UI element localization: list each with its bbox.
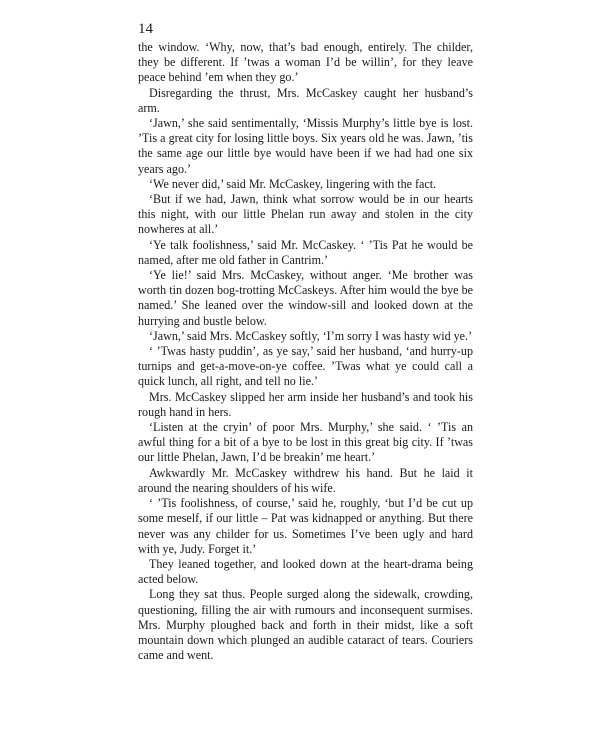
paragraph: ‘But if we had, Jawn, think what sorrow would be in our hearts this night, with our little Phelan run away and stolen in the city nowheres at all.’ bbox=[138, 192, 473, 237]
paragraph: ‘Jawn,’ she said sentimentally, ‘Missis Murphy’s little bye is lost. ’Tis a great city for losing little boys. Six years old he was. Jawn, ’tis the same age our little bye would have been if we had had one six years ago.’ bbox=[138, 116, 473, 176]
paragraph: ‘Jawn,’ said Mrs. McCaskey softly, ‘I’m sorry I was hasty wid ye.’ bbox=[149, 328, 473, 343]
paragraph: ‘ ’Twas hasty puddin’, as ye say,’ said her husband, ‘and hurry-up turnips and get-a-move-on-ye coffee. ’Twas what ye could call a quick lunch, all right, and tell no lie.’ bbox=[138, 344, 473, 389]
paragraph: Awkwardly Mr. McCaskey withdrew his hand. But he laid it around the nearing shoulders of his wife. bbox=[138, 465, 473, 495]
paragraph: ‘Ye lie!’ said Mrs. McCaskey, without anger. ‘Me brother was worth tin dozen bog-trotting McCaskeys. After him would the bye be named.’ She leaned over the window-sill and looked down at the hurrying and bustle below. bbox=[138, 268, 473, 328]
body-text bbox=[138, 40, 473, 663]
paragraph: ‘Listen at the cryin’ of poor Mrs. Murphy,’ she said. ‘ ’Tis an awful thing for a bit of a bye to be lost in this great big city. If ’twas our little Phelan, Jawn, I’d be breakin’ me heart.’ bbox=[138, 420, 473, 465]
paragraph: ‘We never did,’ said Mr. McCaskey, lingering with the fact. bbox=[149, 176, 437, 191]
paragraph: Disregarding the thrust, Mrs. McCaskey caught her husband’s arm. bbox=[138, 85, 473, 115]
paragraph-continuation: the window. ‘Why, now, that’s bad enough, entirely. The childer, they be different. If ’twas a woman I’d be willin’, for they leave peace behind ’em when they go.’ bbox=[138, 40, 473, 85]
paragraph: Long they sat thus. People surged along the sidewalk, crowding, questioning, filling the air with rumours and inconsequent surmises. Mrs. Murphy ploughed back and forth in their midst, like a soft mountain down which plunged an audible cataract of tears. Couriers came and went. bbox=[138, 587, 473, 663]
paragraph: They leaned together, and looked down at the heart-drama being acted below. bbox=[138, 556, 473, 587]
paragraph: ‘ ’Tis foolishness, of course,’ said he, roughly, ‘but I’d be cut up some meself, if our little – Pat was kidnapped or anything. But there never was any childer for us. Sometimes I’ve been ugly and hard with ye, Judy. Forget it.’ bbox=[138, 496, 473, 556]
paragraph: Mrs. McCaskey slipped her arm inside her husband’s and took his rough hand in hers. bbox=[138, 389, 473, 419]
page-number: 14 bbox=[138, 21, 153, 37]
paragraph: ‘Ye talk foolishness,’ said Mr. McCaskey. ‘ ’Tis Pat he would be named, after me old father in Cantrim.’ bbox=[138, 237, 473, 267]
